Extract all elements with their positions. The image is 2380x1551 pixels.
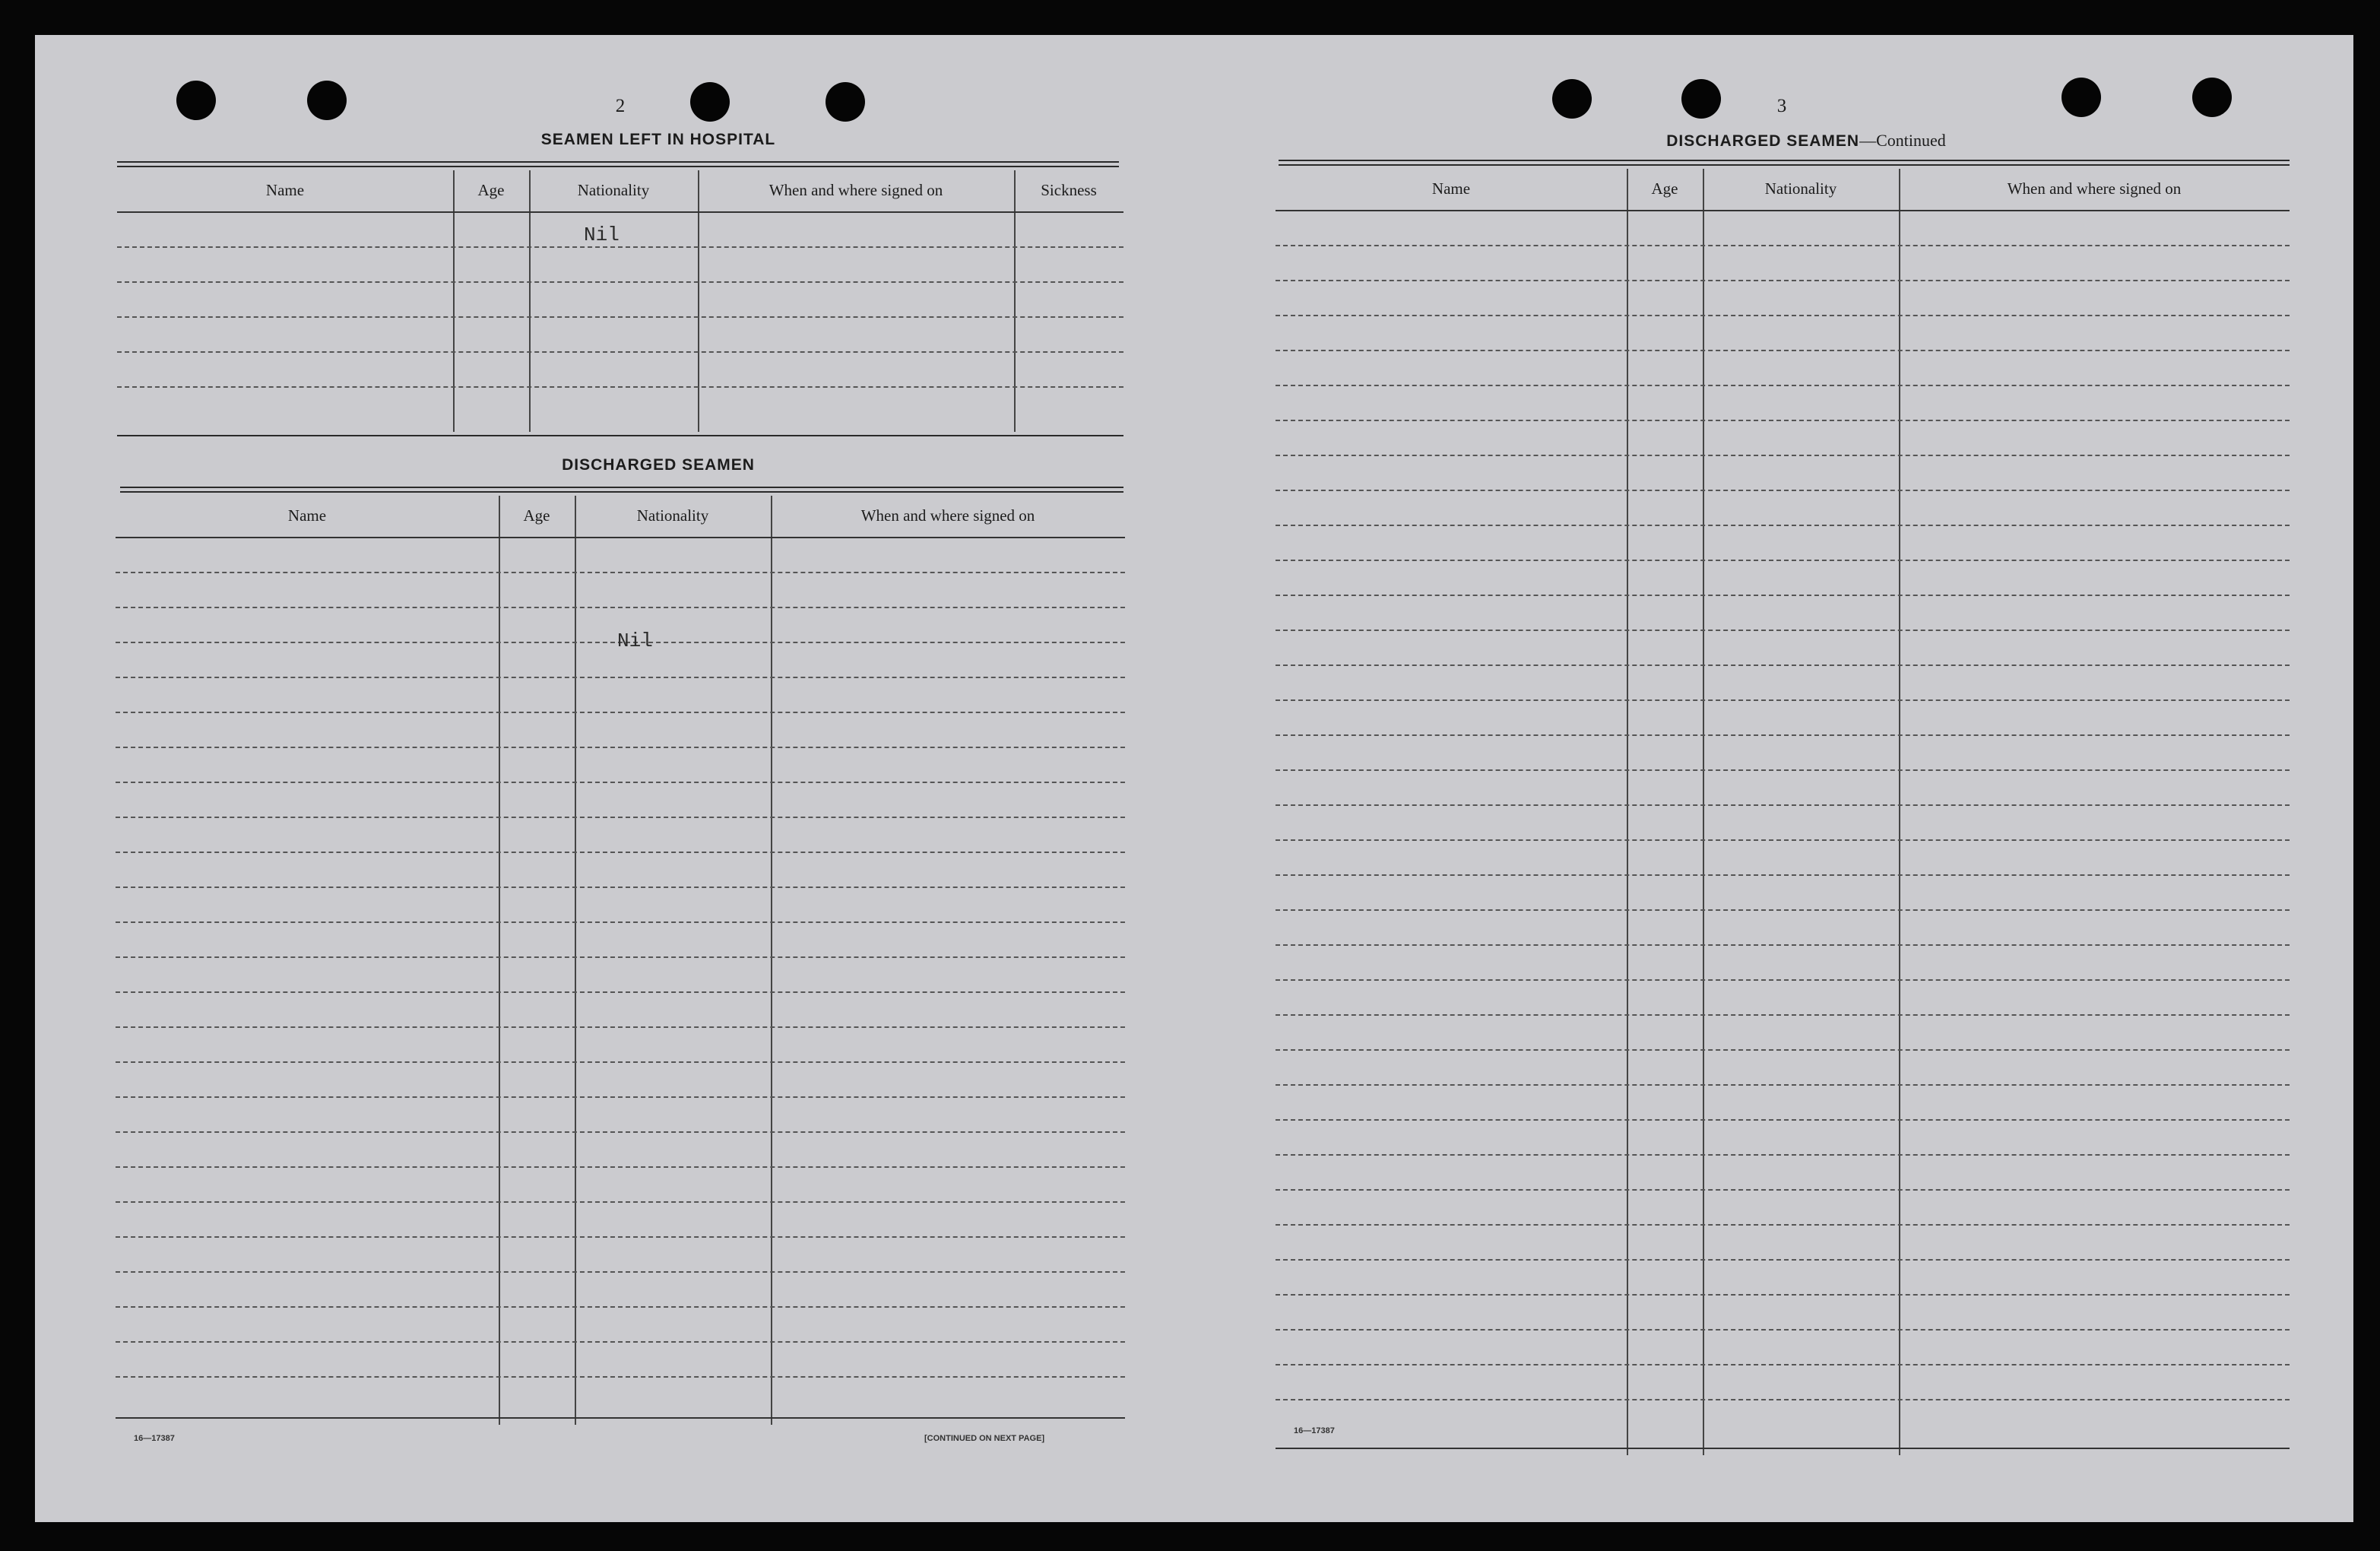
discharged-entry-nil: Nil [617, 630, 653, 652]
column-header-nationality: Nationality [636, 506, 709, 525]
column-header-name: Name [265, 181, 305, 199]
discharged-continued-title [1464, 131, 2148, 151]
punch-hole [690, 82, 730, 122]
divider-rule [117, 435, 1123, 436]
divider-rule [120, 491, 1123, 493]
hospital-table [117, 170, 1123, 432]
divider-rule [1279, 164, 2290, 166]
discharged-table-right [1276, 169, 2290, 1455]
punch-hole [826, 82, 865, 122]
punch-hole [307, 81, 347, 120]
column-header-name: Name [287, 506, 327, 525]
divider-rule [117, 166, 1119, 167]
discharged-table-left [116, 496, 1125, 1425]
page-number: 2 [615, 96, 626, 116]
document-sheet [35, 35, 2353, 1522]
column-header-nationality: Nationality [1764, 179, 1837, 198]
divider-rule [120, 487, 1123, 488]
divider-rule [117, 161, 1119, 163]
punch-hole [176, 81, 216, 120]
punch-hole [2062, 78, 2101, 117]
hospital-entry-nil: Nil [584, 224, 620, 246]
column-header-when-where: When and where signed on [860, 506, 1035, 525]
column-header-when-where: When and where signed on [2007, 179, 2182, 198]
hospital-section-title: SEAMEN LEFT IN HOSPITAL [540, 131, 776, 148]
column-header-age: Age [477, 181, 505, 199]
column-header-age: Age [1651, 179, 1678, 198]
column-header-age: Age [523, 506, 550, 525]
column-header-nationality: Nationality [577, 181, 650, 199]
punch-hole [1552, 79, 1592, 119]
form-number: 16—17387 [1294, 1426, 1335, 1435]
page-number: 3 [1776, 96, 1787, 116]
column-header-sickness: Sickness [1041, 181, 1097, 199]
punch-hole [1681, 79, 1721, 119]
column-header-name: Name [1431, 179, 1471, 198]
section-title-suffix: —Continued [1859, 131, 1946, 150]
form-number: 16—17387 [134, 1434, 175, 1443]
section-title-text: DISCHARGED SEAMEN [1666, 132, 1860, 150]
divider-rule [1279, 160, 2290, 161]
punch-hole [2192, 78, 2232, 117]
continued-note: [CONTINUED ON NEXT PAGE] [924, 1434, 1045, 1443]
column-header-when-where: When and where signed on [769, 181, 943, 199]
discharged-section-title: DISCHARGED SEAMEN [562, 456, 755, 474]
